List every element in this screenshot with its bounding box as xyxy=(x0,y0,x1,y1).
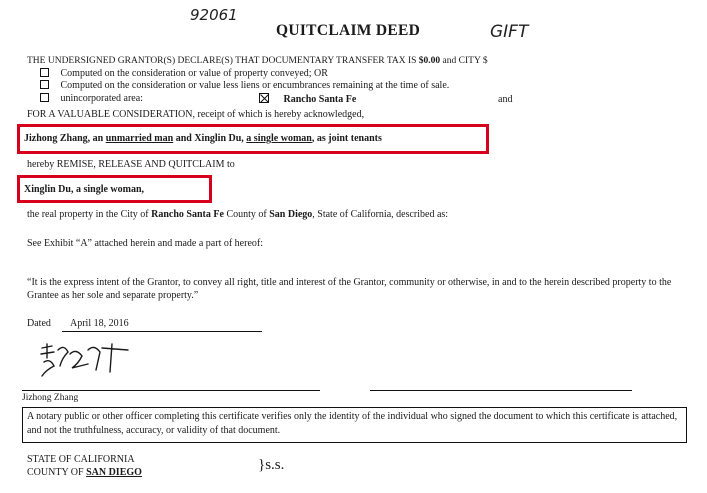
and-word: and xyxy=(498,94,513,105)
dated-value: April 18, 2016 xyxy=(70,318,129,329)
remise-line: hereby REMISE, RELEASE AND QUITCLAIM to xyxy=(27,159,235,170)
grantors-tenancy: , as joint tenants xyxy=(311,133,382,144)
transfer-tax-amount: $0.00 xyxy=(418,56,441,66)
tax-option-less-liens xyxy=(40,80,449,91)
grantor-signature-line xyxy=(22,390,320,391)
grantor-1-name: Jizhong Zhang, an xyxy=(24,133,106,144)
tax-option-label: Computed on the consideration or value less liens or encumbrances remaining at the time of sale. xyxy=(60,80,450,91)
area-name: Rancho Santa Fe xyxy=(283,94,357,105)
grantor-2-name: Xinglin Du, xyxy=(194,133,247,144)
signer-name: Jizhong Zhang xyxy=(22,393,79,403)
city-tax-text: and CITY $ xyxy=(440,56,488,66)
consideration-line: FOR A VALUABLE CONSIDERATION, receipt of which is hereby acknowledged, xyxy=(27,109,365,120)
venue-ss: }s.s. xyxy=(258,457,285,473)
property-middle: County of xyxy=(223,209,270,220)
grantor-2-status: a single woman xyxy=(246,133,312,144)
venue-county-prefix: COUNTY OF xyxy=(27,467,87,478)
checkbox-checked-icon[interactable] xyxy=(259,93,269,103)
notary-notice-box: A notary public or other officer completing this certificate verifies only the identity of the individual who signed the document to which this certificate is attached, and not the truthfulness, accuracy, or validity of that document. xyxy=(22,407,687,443)
grantors-and: and xyxy=(173,133,195,144)
tax-option-unincorporated xyxy=(40,93,143,104)
intent-paragraph: “It is the express intent of the Grantor, to convey all right, title and interest of the Grantor, community or otherwise, in and to the herein described property to the Grantee as her sole and separate property.” xyxy=(27,277,672,301)
dated-label: Dated xyxy=(27,318,51,329)
checkbox-unchecked-icon[interactable] xyxy=(40,80,49,89)
handwritten-signature xyxy=(38,340,148,382)
property-suffix: , State of California, described as: xyxy=(312,209,449,220)
area-selection xyxy=(259,93,356,105)
venue-state: STATE OF CALIFORNIA xyxy=(27,454,135,465)
property-county: San Diego xyxy=(269,209,313,220)
grantee-line: Xinglin Du, a single woman, xyxy=(24,184,145,195)
tax-option-consideration xyxy=(40,68,328,79)
checkbox-unchecked-icon[interactable] xyxy=(40,68,49,77)
second-signature-line xyxy=(370,390,632,391)
transfer-tax-text: THE UNDERSIGNED GRANTOR(S) DECLARE(S) THAT DOCUMENTARY TRANSFER TAX IS xyxy=(27,56,419,66)
tax-option-label: Computed on the consideration or value of property conveyed; OR xyxy=(60,68,328,79)
venue-county-name: SAN DIEGO xyxy=(86,467,142,478)
transfer-tax-declaration xyxy=(27,56,488,66)
property-location-line xyxy=(27,209,448,220)
grantors-line xyxy=(24,133,382,144)
exhibit-line: See Exhibit “A” attached herein and made a part of hereof: xyxy=(27,238,264,249)
tax-option-label: unincorporated area: xyxy=(60,93,143,104)
document-title: QUITCLAIM DEED xyxy=(276,22,421,39)
dated-underline xyxy=(62,331,262,332)
property-city: Rancho Santa Fe xyxy=(151,209,224,220)
handwritten-reference-number: 92061 xyxy=(190,6,238,24)
handwritten-gift-note: GIFT xyxy=(490,22,529,42)
venue-county xyxy=(27,467,142,478)
grantor-1-status: unmarried man xyxy=(105,133,174,144)
checkbox-unchecked-icon[interactable] xyxy=(40,93,49,102)
property-prefix: the real property in the City of xyxy=(27,209,152,220)
